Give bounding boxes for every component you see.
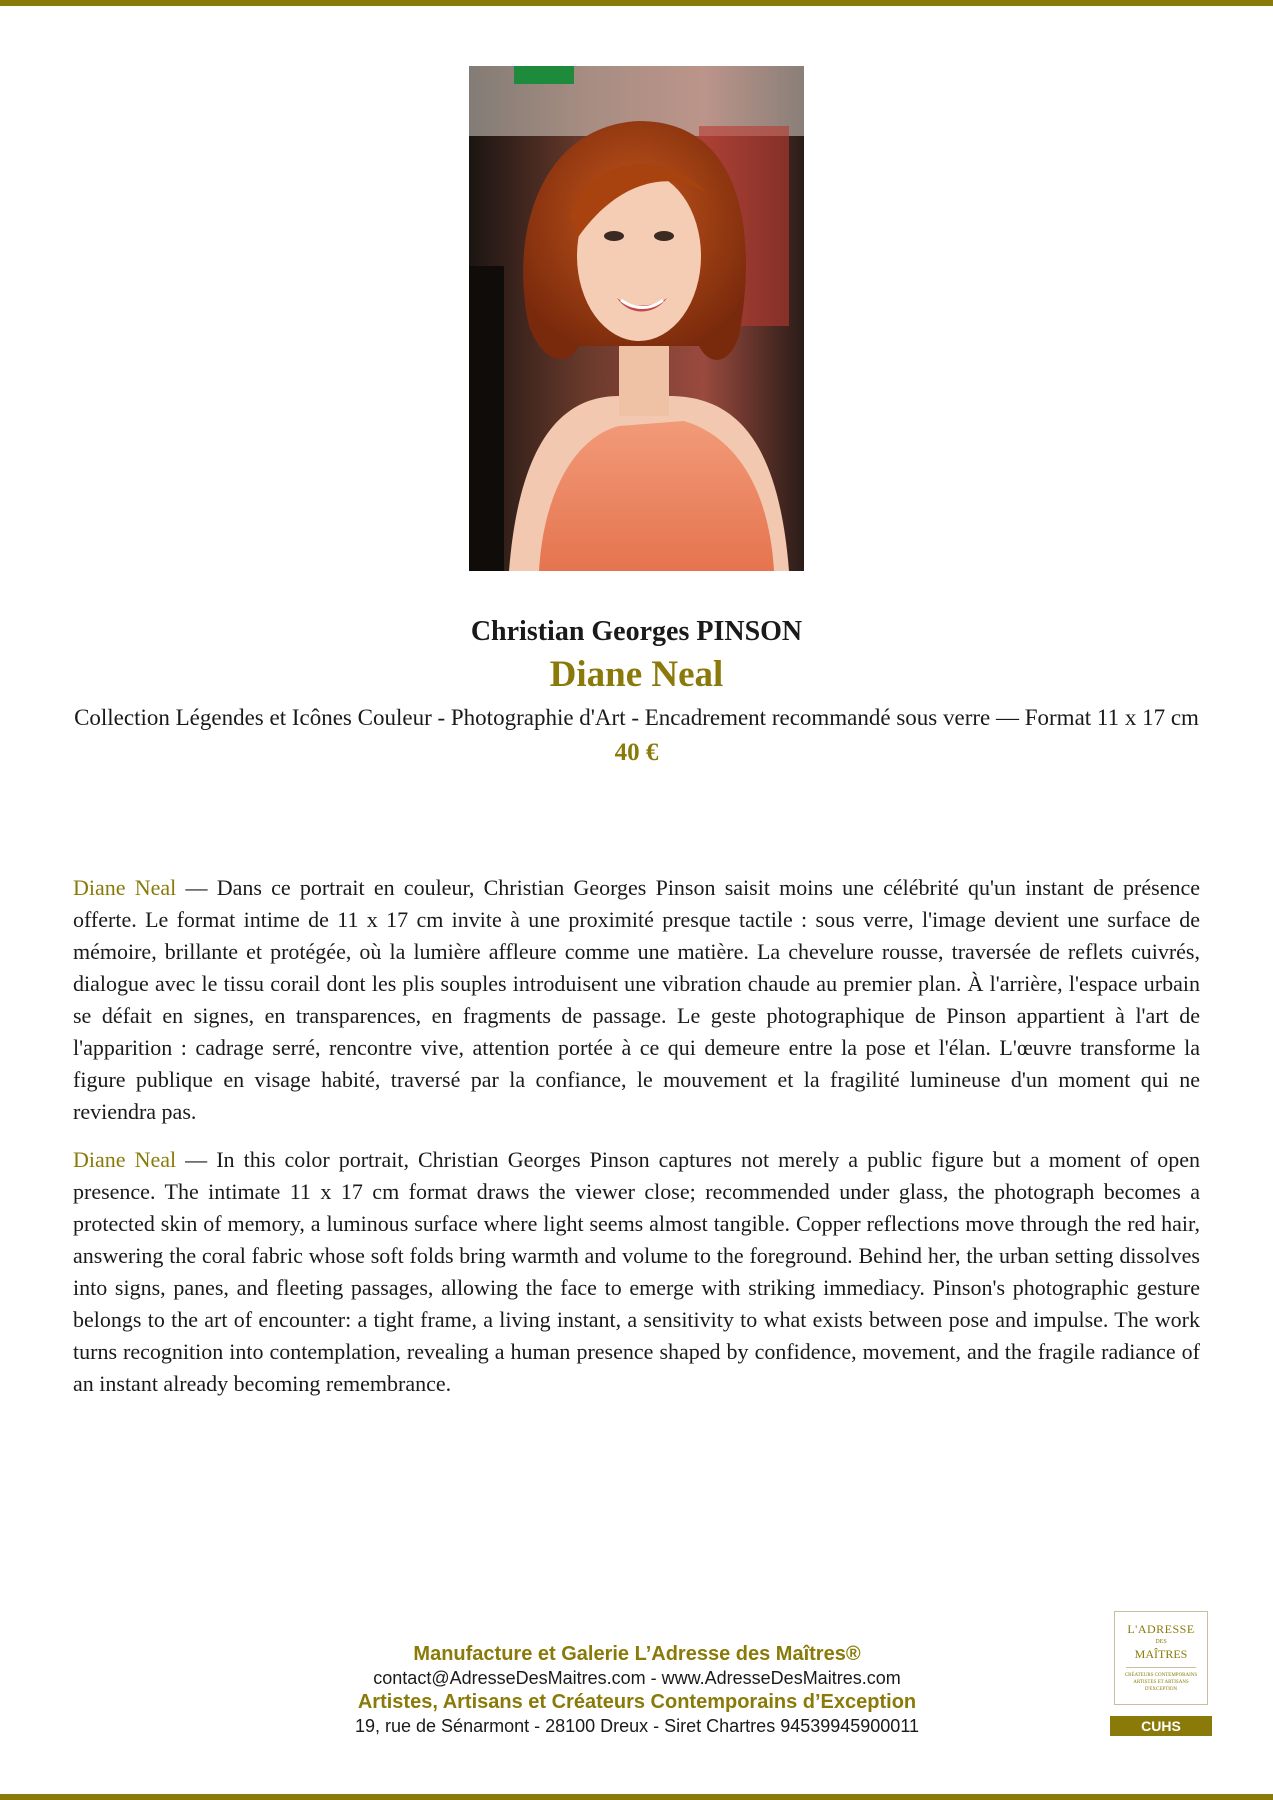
footer-address: 19, rue de Sénarmont - 28100 Dreux - Siret Chartres 94539945900011 [354,1716,920,1736]
description-en [73,1144,1200,1400]
portrait-illustration [469,66,804,571]
artwork-price: 40 € [614,739,659,766]
logo-line3: MAÎTRES [1134,1647,1188,1661]
description-en-lead: Diane Neal [73,1147,177,1172]
portrait-photo [469,66,804,571]
logo-line4: CRÉATEURS CONTEMPORAINS ARTISTES ET ARTISANS D'EXCEPTION [1124,1673,1198,1692]
logo-divider [1126,1667,1196,1668]
footer-company: Manufacture et Galerie L’Adresse des Maîtres® [413,1643,861,1665]
logo-line1: L'ADRESSE [1127,1622,1195,1636]
artwork-subtitle: Collection Légendes et Icônes Couleur - Photographie d'Art - Encadrement recommandé sous verre — Format 11 x 17 cm [74,705,1199,730]
logo-badge: CUHS [1110,1716,1212,1736]
description-fr-lead: Diane Neal [73,875,177,900]
gallery-logo [1114,1611,1208,1705]
logo-line2: DES [1155,1639,1167,1645]
artwork-header [73,612,1200,770]
footer-tagline: Artistes, Artisans et Créateurs Contemporains d’Exception [357,1691,917,1713]
description-fr [73,872,1200,1128]
description-en-text: — In this color portrait, Christian Georges Pinson captures not merely a public figure but a moment of open presence. The intimate 11 x 17 cm format draws the viewer close; recommended under glass, the photograph becomes a protected skin of memory, a luminous surface where light seems almost tangible. Copper reflections move through the red hair, answering the coral fabric whose soft folds bring warmth and volume to the foreground. Behind her, the urban setting dissolves into signs, panes, and fleeting passages, allowing the face to emerge with striking immediacy. Pinson's photographic gesture belongs to the art of encounter: a tight frame, a living instant, a sensitivity to what exists between pose and impulse. The work turns recognition into contemplation, revealing a human presence shaped by confidence, movement, and the fragile radiance of an instant already becoming remembrance. [73,1147,1201,1396]
artist-name: Christian Georges PINSON [470,616,803,647]
footer-contact: contact@AdresseDesMaitres.com - www.AdresseDesMaitres.com [373,1668,901,1688]
description-fr-text: — Dans ce portrait en couleur, Christian Georges Pinson saisit moins une célébrité qu'un instant de présence offerte. Le format intime de 11 x 17 cm invite à une proximité presque tactile : sous verre, l'image devient une surface de mémoire, brillante et protégée, où la lumière affleure comme une matière. La chevelure rousse, traversée de reflets cuivrés, dialogue avec le tissu corail dont les plis souples introduisent une vibration chaude au premier plan. À l'arrière, l'espace urbain se défait en signes, en transparences, en fragments de passage. Le geste photographique de Pinson appartient à l'art de l'apparition : cadrage serré, rencontre vive, attention portée à ce qui demeure entre la pose et l'élan. L'œuvre transforme la figure publique en visage habité, traversé par la confiance, le mouvement et la fragilité lumineuse d'un moment qui ne reviendra pas. [73,875,1201,1124]
artwork-title: Diane Neal [549,654,724,695]
bottom-border [0,1794,1273,1800]
description [73,872,1200,1416]
top-border [0,0,1273,6]
footer [237,1642,1037,1738]
